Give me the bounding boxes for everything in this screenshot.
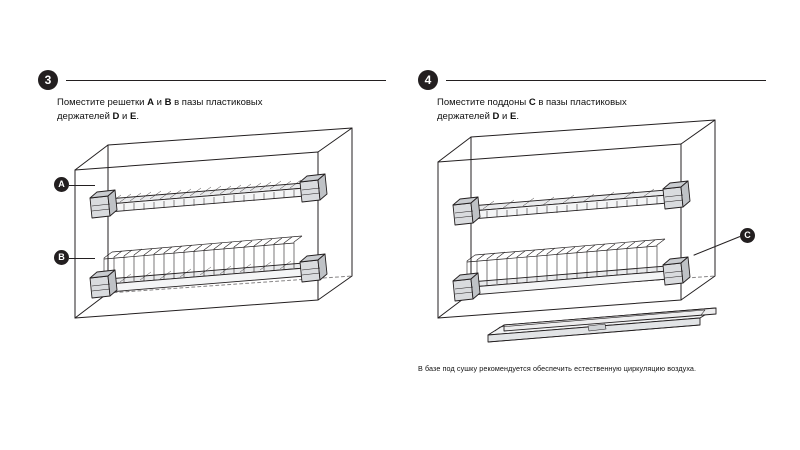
callout-b: B (54, 250, 69, 265)
step-3-text-a: Поместите решетки (57, 97, 148, 108)
step-3-bold-a: A (147, 97, 154, 108)
step-3-text-c: в пазы пластиковых (171, 97, 263, 108)
step-4-note: В базе под сушку рекомендуется обеспечить естественную циркуляцию воздуха. (418, 364, 697, 373)
step-4-text-e: и (499, 110, 510, 122)
step-3-text-d: держателей (57, 110, 113, 122)
step-4-text-f: . (516, 110, 519, 122)
step-3-text-e: и (119, 110, 130, 122)
step-4-panel (400, 0, 800, 450)
callout-c: C (740, 228, 755, 243)
step-3-bold-b: B (164, 97, 172, 108)
step-4-text-b: в пазы пластиковых (535, 97, 627, 108)
step-number-3: 3 (38, 70, 58, 90)
step-3-bold-d: D (112, 110, 120, 122)
step-4-text-d: держателей (437, 110, 493, 122)
step-3-text-b: и (154, 97, 165, 108)
step-3-text-f: . (136, 110, 139, 122)
callout-a: A (54, 177, 69, 192)
step-3-bold-e: E (130, 110, 137, 122)
step-4-text-a: Поместите поддоны (437, 97, 529, 108)
step-number-4: 4 (418, 70, 438, 90)
step-4-bold-a: C (528, 97, 536, 108)
step-4-bold-d: D (492, 110, 500, 122)
step-4-bold-e: E (510, 110, 517, 122)
callout-b-leader (69, 258, 95, 259)
callout-a-leader (69, 185, 95, 186)
figure-cabinet-drip-tray (400, 0, 800, 450)
